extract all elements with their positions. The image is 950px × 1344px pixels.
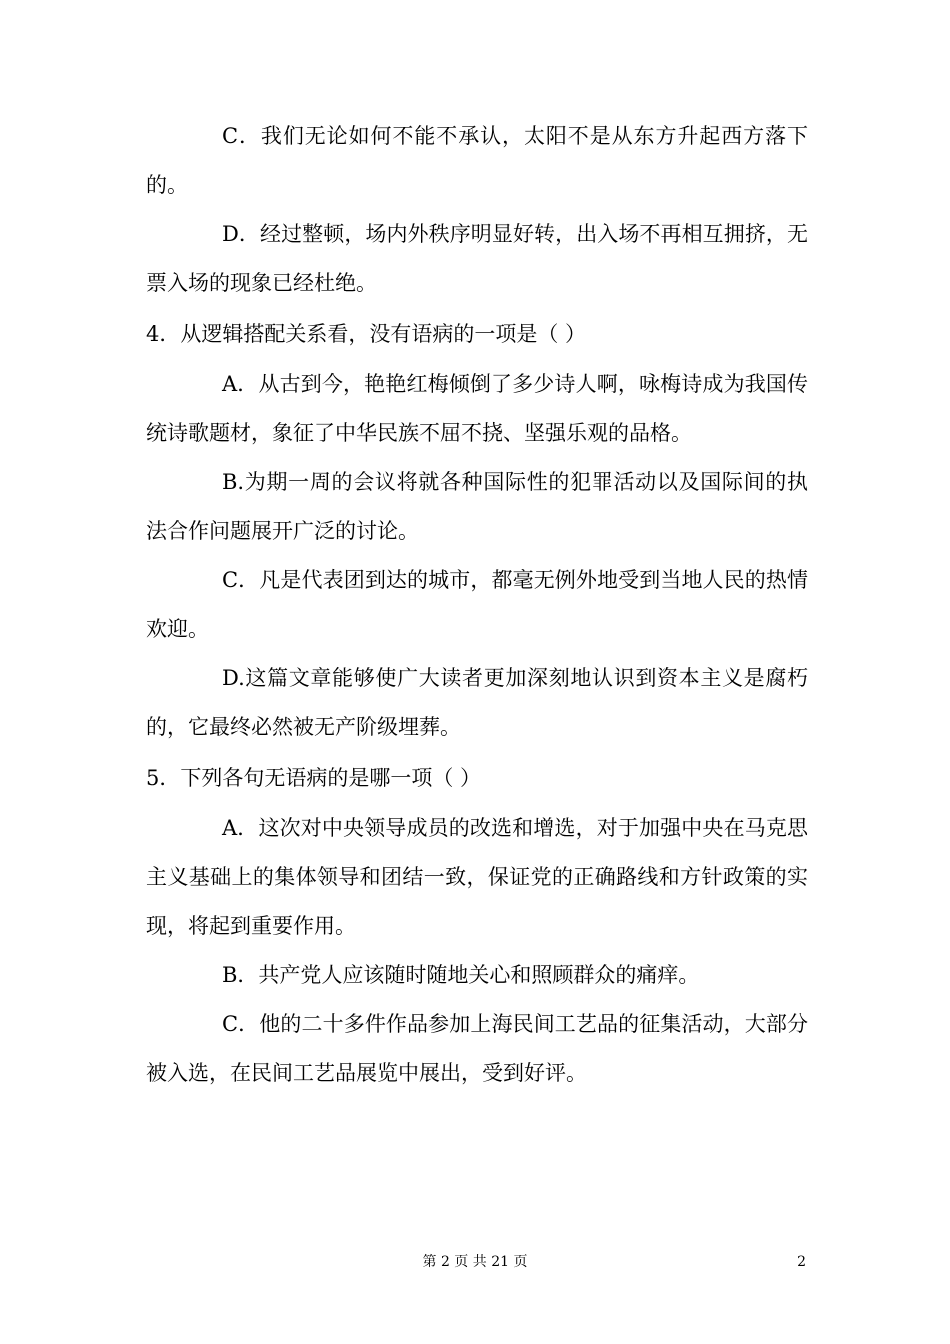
option-5b: B．共产党人应该随时随地关心和照顾群众的痛痒。 [222, 963, 700, 987]
question-5-title: 5．下列各句无语病的是哪一项（ ） [146, 766, 482, 790]
page-number: 2 [797, 1254, 806, 1270]
option-4b: B.为期一周的会议将就各种国际性的犯罪活动以及国际间的执法合作问题展开广泛的讨论。 [146, 470, 808, 543]
document-body [146, 112, 808, 1098]
page-footer [0, 1250, 950, 1274]
option-3c: C．我们无论如何不能不承认，太阳不是从东方升起西方落下的。 [146, 124, 808, 197]
question-4-title: 4．从逻辑搭配关系看，没有语病的一项是（ ） [146, 322, 587, 346]
option-4c: C．凡是代表团到达的城市，都毫无例外地受到当地人民的热情欢迎。 [146, 568, 808, 641]
page-count-label: 第 2 页 共 21 页 [422, 1254, 528, 1270]
option-5c: C．他的二十多件作品参加上海民间工艺品的征集活动，大部分被入选，在民间工艺品展览中展出，受到好评。 [146, 1012, 808, 1085]
option-4d: D.这篇文章能够使广大读者更加深刻地认识到资本主义是腐朽的，它最终必然被无产阶级埋葬。 [146, 666, 808, 739]
option-4a: A．从古到今，艳艳红梅倾倒了多少诗人啊，咏梅诗成为我国传统诗歌题材，象征了中华民族不屈不挠、坚强乐观的品格。 [146, 372, 808, 445]
option-5a: A．这次对中央领导成员的改选和增选，对于加强中央在马克思主义基础上的集体领导和团结一致，保证党的正确路线和方针政策的实现，将起到重要作用。 [146, 816, 808, 938]
option-3d: D．经过整顿，场内外秩序明显好转，出入场不再相互拥挤，无票入场的现象已经杜绝。 [146, 222, 808, 295]
